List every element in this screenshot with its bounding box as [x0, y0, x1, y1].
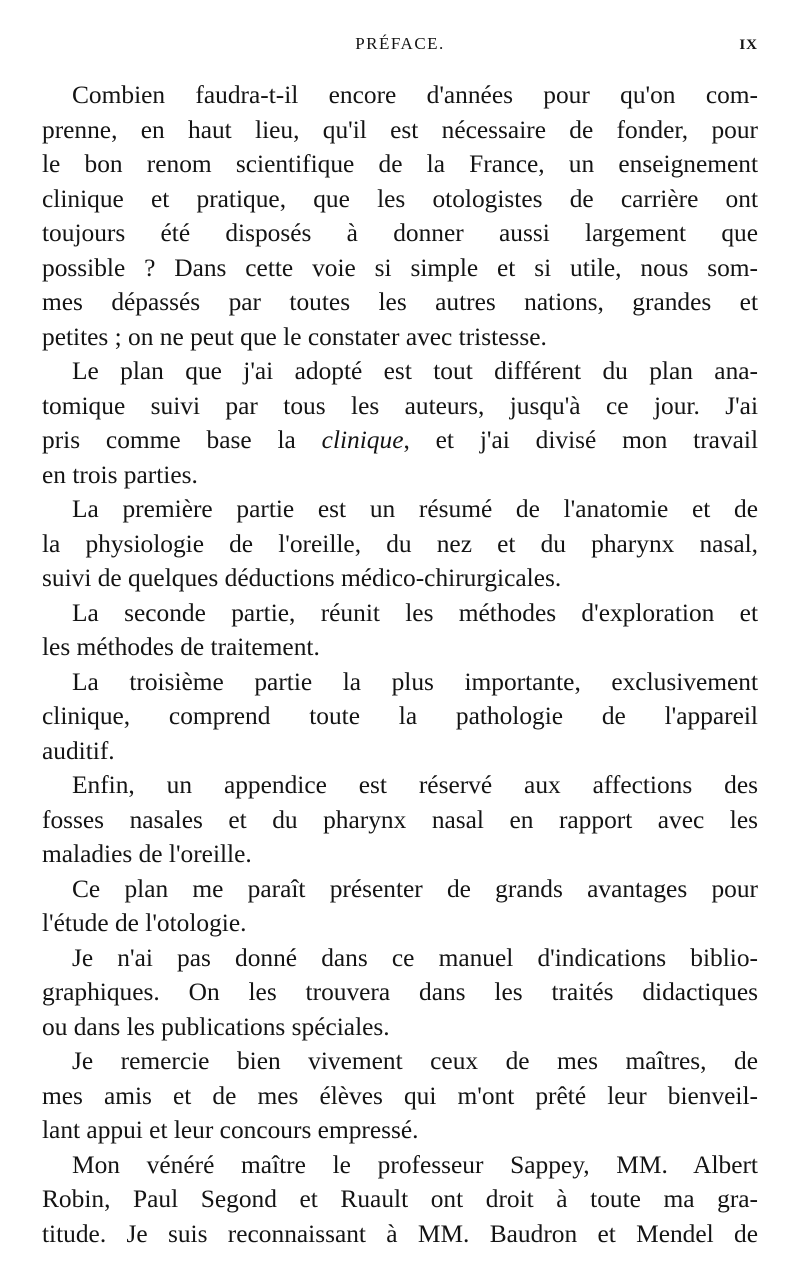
text-line: l'étude de l'otologie. — [42, 909, 247, 937]
text-line: Ce plan me paraît présenter de grands avantages pour — [72, 874, 758, 903]
text-line-with-emphasis — [42, 423, 758, 458]
text-line: en trois parties. — [42, 460, 198, 489]
text-line: maladies de l'oreille. — [42, 840, 252, 868]
text-line: mes amis et de mes élèves qui m'ont prêté leur bienveil- — [42, 1081, 758, 1110]
running-header — [42, 0, 758, 53]
text-line: prenne, en haut lieu, qu'il est nécessaire de fonder, pour — [42, 115, 758, 144]
page-number: IX — [739, 37, 758, 53]
text-line: suivi de quelques déductions médico-chirurgicales. — [42, 564, 562, 592]
text-line: fosses nasales et du pharynx nasal en rapport avec les — [42, 805, 758, 834]
text-line: Mon vénéré maître le professeur Sappey, MM. Albert — [72, 1150, 758, 1179]
text-line: La seconde partie, réunit les méthodes d'exploration et — [72, 598, 758, 627]
preface-text — [42, 78, 758, 1251]
text-line: Robin, Paul Segond et Ruault ont droit à toute ma gra- — [42, 1185, 758, 1213]
text-line: possible ? Dans cette voie si simple et si utile, nous som- — [42, 253, 758, 282]
text-line: Je n'ai pas donné dans ce manuel d'indications biblio- — [72, 943, 758, 972]
text-line: mes dépassés par toutes les autres nations, grandes et — [42, 288, 758, 316]
text-fragment: pris comme base la — [42, 426, 322, 454]
emphasized-word: clinique — [321, 426, 404, 454]
text-line: auditif. — [42, 736, 115, 765]
text-line: graphiques. On les trouvera dans les traités didactiques — [42, 978, 758, 1006]
text-line: Combien faudra-t-il encore d'années pour qu'on com- — [72, 81, 758, 109]
text-line: La troisième partie la plus importante, exclusivement — [72, 667, 758, 696]
text-line: Le plan que j'ai adopté est tout différent du plan ana- — [72, 357, 758, 385]
text-line: titude. Je suis reconnaissant à MM. Baudron et Mendel de — [42, 1219, 758, 1248]
text-line: ou dans les publications spéciales. — [42, 1012, 390, 1041]
text-line: Je remercie bien vivement ceux de mes maîtres, de — [72, 1047, 758, 1075]
text-line: le bon renom scientifique de la France, un enseignement — [42, 150, 758, 178]
text-fragment: , et j'ai divisé mon travail — [403, 426, 758, 454]
text-line: toujours été disposés à donner aussi largement que — [42, 219, 758, 247]
text-line: La première partie est un résumé de l'anatomie et de — [72, 495, 758, 523]
text-line: clinique et pratique, que les otologistes de carrière ont — [42, 184, 758, 213]
text-line: les méthodes de traitement. — [42, 633, 320, 661]
text-line: lant appui et leur concours empressé. — [42, 1116, 419, 1144]
text-line: clinique, comprend toute la pathologie de l'appareil — [42, 702, 758, 730]
text-line: tomique suivi par tous les auteurs, jusqu'à ce jour. J'ai — [42, 391, 758, 420]
text-line: la physiologie de l'oreille, du nez et du pharynx nasal, — [42, 529, 758, 558]
text-line: Enfin, un appendice est réservé aux affections des — [72, 771, 758, 799]
text-line: petites ; on ne peut que le constater avec tristesse. — [42, 322, 547, 351]
running-title: PRÉFACE. — [355, 34, 445, 53]
